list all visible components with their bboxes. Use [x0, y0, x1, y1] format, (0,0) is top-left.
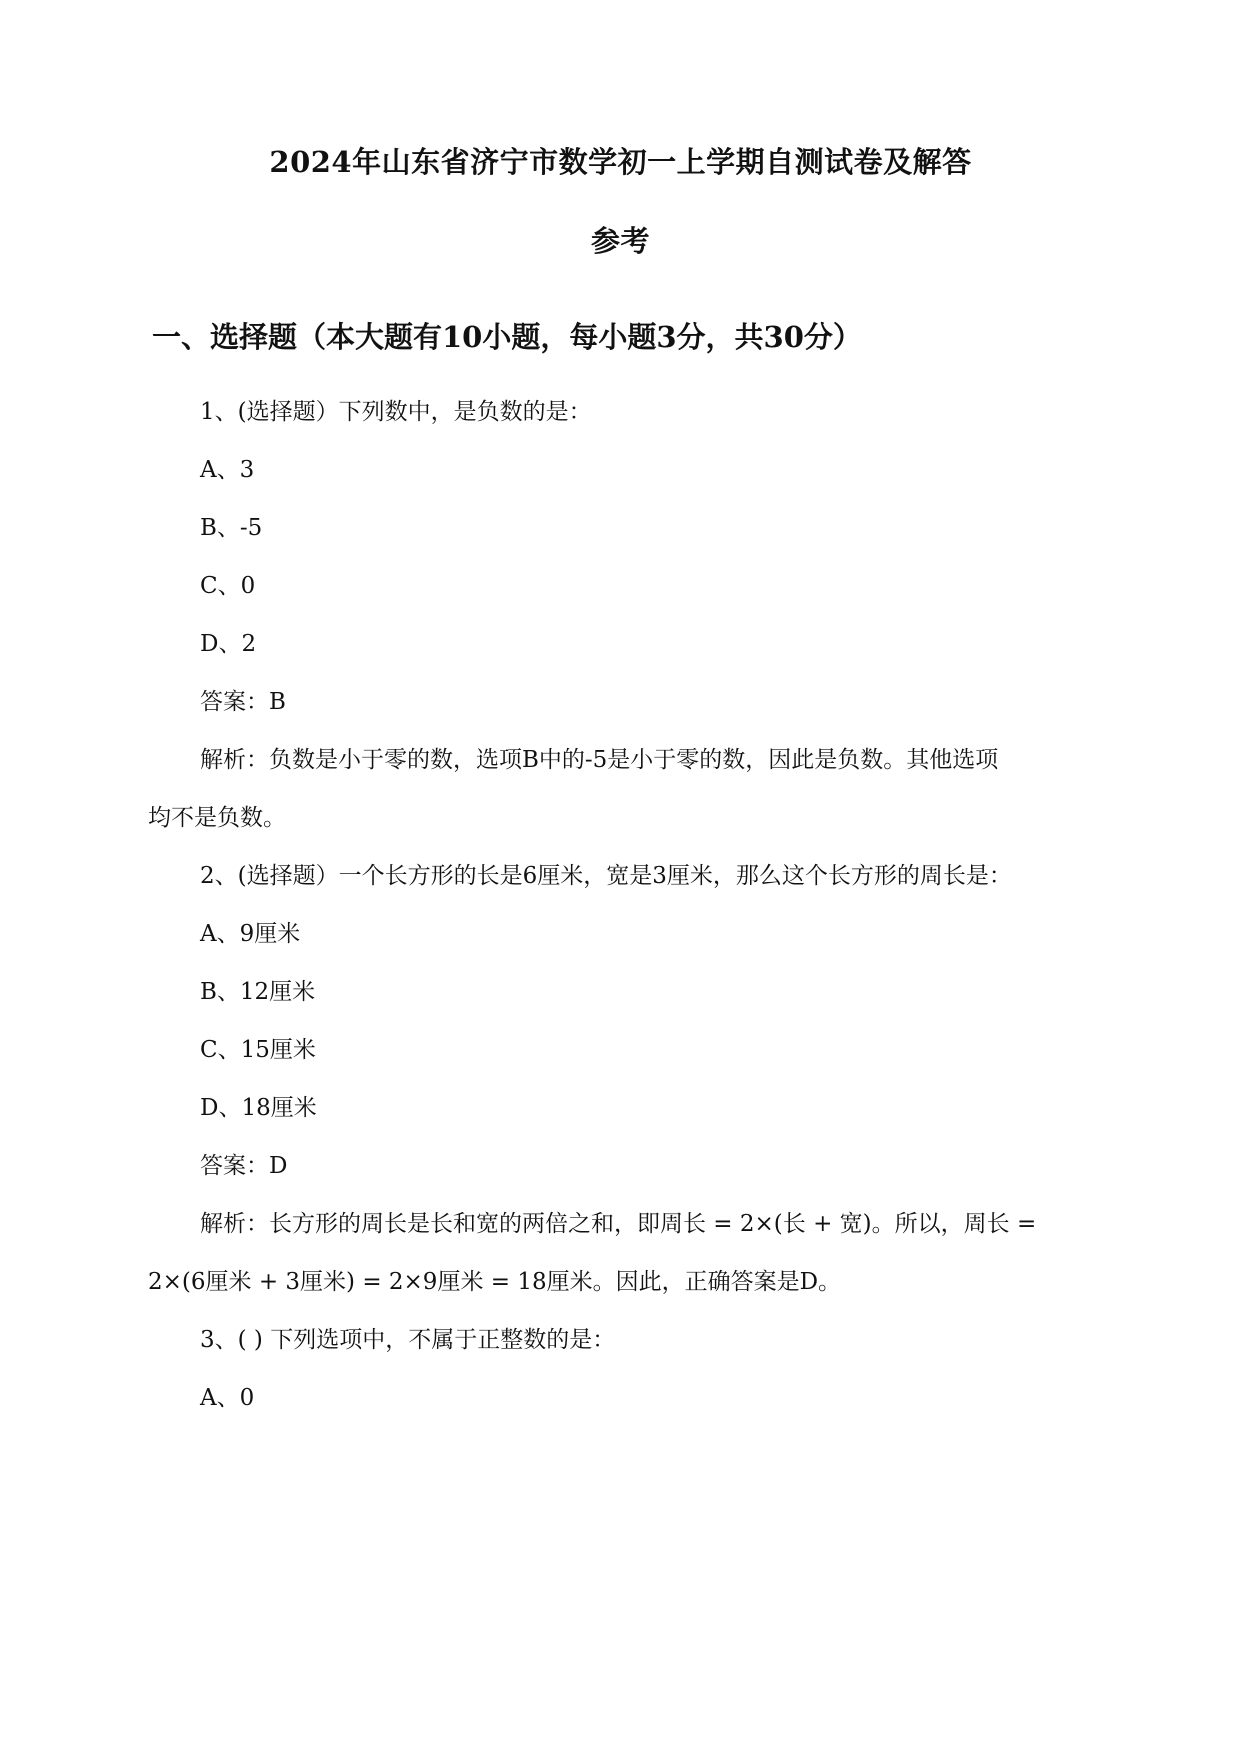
question-2-stem: 2、(选择题）一个长方形的长是6厘米，宽是3厘米，那么这个长方形的周长是： — [200, 863, 1012, 889]
question-1-stem: 1、(选择题）下列数中，是负数的是： — [200, 399, 592, 425]
question-2-analysis-line2: 2×(6厘米 + 3厘米) = 2×9厘米 = 18厘米。因此，正确答案是D。 — [148, 1269, 842, 1295]
question-2-option-a: A、9厘米 — [200, 921, 301, 947]
question-2-option-b: B、12厘米 — [200, 979, 316, 1005]
question-1-analysis-line2: 均不是负数。 — [148, 805, 286, 831]
question-1-option-c: C、0 — [200, 573, 256, 599]
question-1-option-a: A、3 — [200, 457, 255, 483]
question-2-option-d: D、18厘米 — [200, 1095, 317, 1121]
question-2-analysis-line1: 解析：长方形的周长是长和宽的两倍之和，即周长 = 2×(长 + 宽)。所以，周长 = — [200, 1211, 1037, 1237]
document-title-line2: 参考 — [590, 224, 650, 258]
question-1-option-d: D、2 — [200, 631, 257, 657]
question-2-option-c: C、15厘米 — [200, 1037, 316, 1063]
section-heading: 一、选择题（本大题有10小题，每小题3分，共30分） — [152, 320, 862, 354]
question-1-option-b: B、-5 — [200, 515, 263, 541]
question-2-answer: 答案：D — [200, 1153, 288, 1179]
question-1-analysis-line1: 解析：负数是小于零的数，选项B中的-5是小于零的数，因此是负数。其他选项 — [200, 747, 999, 773]
document-title-line1: 2024年山东省济宁市数学初一上学期自测试卷及解答 — [269, 145, 972, 179]
question-1-answer: 答案：B — [200, 689, 286, 715]
question-3-stem: 3、( ) 下列选项中，不属于正整数的是： — [200, 1327, 616, 1353]
question-3-option-a: A、0 — [200, 1385, 255, 1411]
